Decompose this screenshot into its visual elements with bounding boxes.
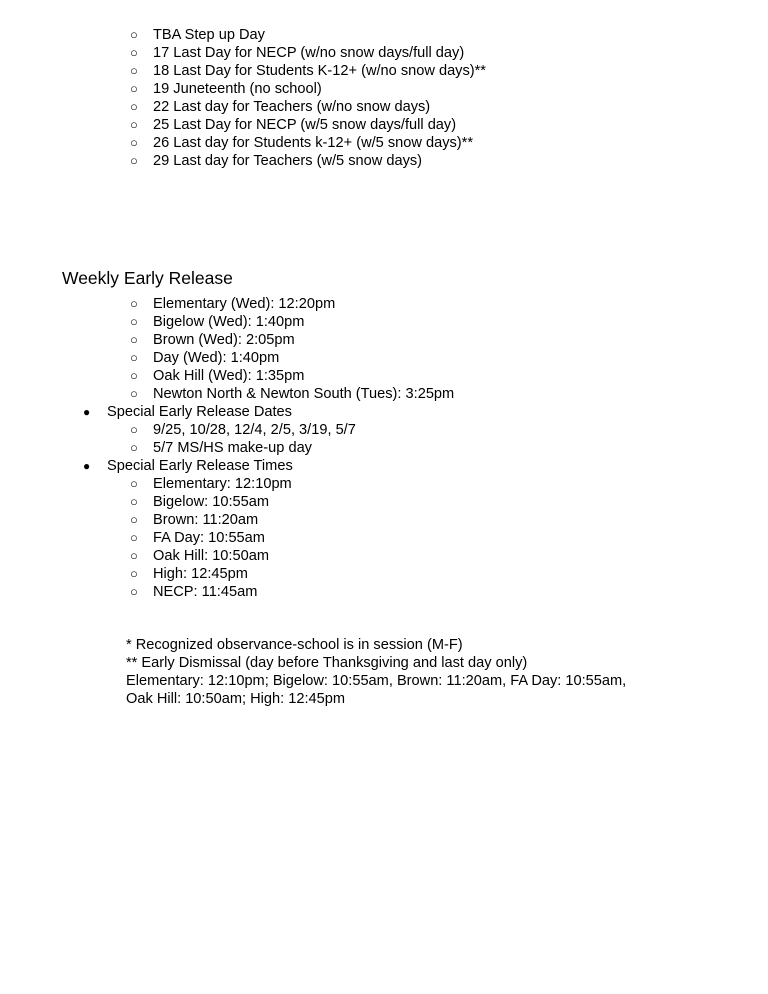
hollow-bullet-icon: ○ [130, 548, 138, 563]
footnote: Elementary: 12:10pm; Bigelow: 10:55am, Brown: 11:20am, FA Day: 10:55am, [126, 673, 627, 689]
hollow-bullet-icon: ○ [130, 135, 138, 150]
list-item-text: High: 12:45pm [153, 566, 248, 582]
list-item [130, 134, 474, 152]
list-item-text: Elementary (Wed): 12:20pm [153, 296, 336, 312]
hollow-bullet-icon: ○ [130, 63, 138, 78]
list-item [130, 62, 486, 80]
list-item [130, 421, 356, 439]
section-heading: Weekly Early Release [62, 268, 233, 288]
list-item [130, 295, 336, 313]
list-item-text: 22 Last day for Teachers (w/no snow days) [153, 99, 431, 115]
bullet-item [83, 457, 293, 475]
list-item-text: Bigelow: 10:55am [153, 494, 270, 510]
list-item-text: FA Day: 10:55am [153, 530, 265, 546]
list-item [130, 475, 292, 493]
hollow-bullet-icon: ○ [130, 530, 138, 545]
list-item-text: 19 Juneteenth (no school) [153, 81, 322, 97]
hollow-bullet-icon: ○ [130, 440, 138, 455]
filled-bullet-icon: ● [83, 459, 91, 473]
list-item-text: NECP: 11:45am [153, 584, 258, 600]
list-item [130, 583, 258, 601]
hollow-bullet-icon: ○ [130, 476, 138, 491]
list-item-text: Oak Hill (Wed): 1:35pm [153, 368, 305, 384]
hollow-bullet-icon: ○ [130, 117, 138, 132]
list-item-text: Elementary: 12:10pm [153, 476, 292, 492]
hollow-bullet-icon: ○ [130, 386, 138, 401]
list-item [130, 44, 465, 62]
bullet-item-text: Special Early Release Dates [107, 404, 292, 420]
list-item-text: 17 Last Day for NECP (w/no snow days/full day) [153, 45, 465, 61]
list-item-text: Brown (Wed): 2:05pm [153, 332, 295, 348]
hollow-bullet-icon: ○ [130, 422, 138, 437]
list-item-text: TBA Step up Day [153, 27, 265, 43]
list-item [130, 98, 431, 116]
hollow-bullet-icon: ○ [130, 494, 138, 509]
hollow-bullet-icon: ○ [130, 566, 138, 581]
footnote: * Recognized observance-school is in session (M-F) [126, 637, 463, 653]
hollow-bullet-icon: ○ [130, 81, 138, 96]
list-item [130, 529, 265, 547]
footnote: ** Early Dismissal (day before Thanksgiving and last day only) [126, 655, 528, 671]
list-item [130, 116, 457, 134]
list-item [130, 349, 280, 367]
list-item-text: Oak Hill: 10:50am [153, 548, 269, 564]
list-item-text: Newton North & Newton South (Tues): 3:25pm [153, 386, 455, 402]
list-item-text: Day (Wed): 1:40pm [153, 350, 280, 366]
list-item-text: 9/25, 10/28, 12/4, 2/5, 3/19, 5/7 [153, 422, 356, 438]
hollow-bullet-icon: ○ [130, 584, 138, 599]
list-item-text: Bigelow (Wed): 1:40pm [153, 314, 305, 330]
hollow-bullet-icon: ○ [130, 153, 138, 168]
list-item-text: 5/7 MS/HS make-up day [153, 440, 312, 456]
list-item-text: 18 Last Day for Students K-12+ (w/no snow days)** [153, 63, 486, 79]
list-item [130, 80, 322, 98]
list-item-text: 25 Last Day for NECP (w/5 snow days/full day) [153, 117, 457, 133]
hollow-bullet-icon: ○ [130, 296, 138, 311]
list-item-text: 26 Last day for Students k-12+ (w/5 snow days)** [153, 135, 474, 151]
list-item [130, 313, 305, 331]
list-item [130, 565, 248, 583]
hollow-bullet-icon: ○ [130, 350, 138, 365]
bullet-item-text: Special Early Release Times [107, 458, 293, 474]
footnote: Oak Hill: 10:50am; High: 12:45pm [126, 691, 346, 707]
hollow-bullet-icon: ○ [130, 512, 138, 527]
hollow-bullet-icon: ○ [130, 27, 138, 42]
hollow-bullet-icon: ○ [130, 368, 138, 383]
list-item [130, 385, 455, 403]
list-item [130, 26, 265, 44]
list-item-text: 29 Last day for Teachers (w/5 snow days) [153, 153, 423, 169]
hollow-bullet-icon: ○ [130, 332, 138, 347]
hollow-bullet-icon: ○ [130, 45, 138, 60]
list-item [130, 511, 259, 529]
hollow-bullet-icon: ○ [130, 314, 138, 329]
list-item [130, 152, 423, 170]
list-item [130, 493, 270, 511]
list-item [130, 331, 295, 349]
list-item [130, 547, 269, 565]
bullet-item [83, 403, 292, 421]
list-item-text: Brown: 11:20am [153, 512, 259, 528]
filled-bullet-icon: ● [83, 405, 91, 419]
list-item [130, 367, 305, 385]
list-item [130, 439, 312, 457]
hollow-bullet-icon: ○ [130, 99, 138, 114]
